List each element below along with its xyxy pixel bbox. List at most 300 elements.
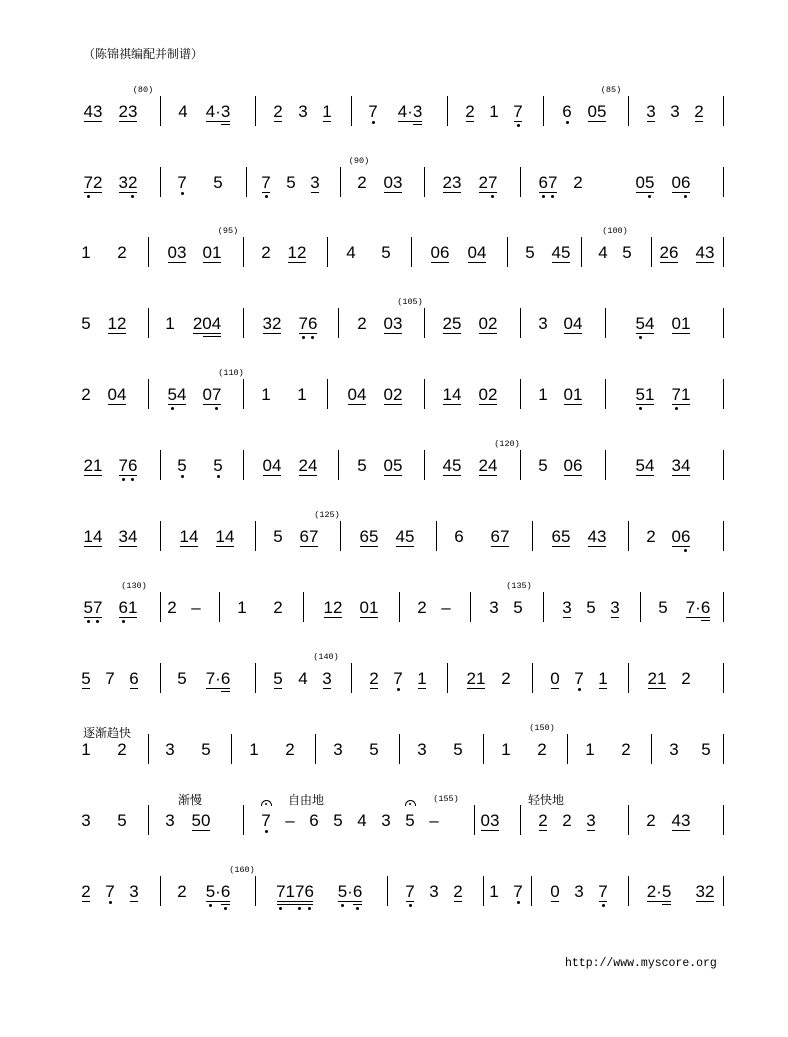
note-group: 26: [659, 243, 679, 262]
bar-line: [581, 237, 582, 267]
note-group: 0: [550, 669, 560, 688]
note-group: 1: [249, 740, 259, 759]
measure-number: (140): [313, 652, 339, 662]
note-group: 5: [538, 456, 548, 475]
note-group: 43: [695, 243, 715, 262]
bar-line: [160, 450, 161, 480]
note-group: 54: [167, 385, 187, 404]
note-group: 21: [647, 669, 667, 688]
duration-underline: [647, 901, 671, 902]
note-group: 3: [381, 811, 391, 830]
octave-dot-below: [397, 688, 400, 691]
duration-underline: [274, 121, 282, 122]
duration-underline: [443, 475, 461, 476]
note-group: 3: [562, 598, 572, 617]
note-group: 65: [551, 527, 571, 546]
octave-dot-below: [122, 478, 125, 481]
bar-line: [424, 167, 425, 197]
bar-line: [340, 167, 341, 197]
duration-underline: [221, 904, 229, 905]
note-group: 7176: [276, 882, 314, 901]
duration-underline: [84, 617, 102, 618]
bar-line: [351, 663, 352, 693]
duration-underline: [686, 617, 710, 618]
octave-dot-below: [131, 195, 134, 198]
note-group: 1: [598, 669, 608, 688]
note-group: 27: [478, 173, 498, 192]
note-group: 6: [454, 527, 464, 546]
note-group: 1: [501, 740, 511, 759]
note-group: 02: [383, 385, 403, 404]
duration-underline: [672, 192, 690, 193]
note-group: 5: [525, 243, 535, 262]
note-group: 2: [369, 669, 379, 688]
note-group: 5: [453, 740, 463, 759]
bar-line: [255, 521, 256, 551]
note-group: 76: [298, 314, 318, 333]
bar-line: [605, 379, 606, 409]
measure-number: (135): [506, 581, 532, 591]
bar-line: [447, 96, 448, 126]
duration-underline: [539, 830, 547, 831]
bar-line: [160, 521, 161, 551]
note-group: 5·6: [205, 882, 231, 901]
bar-line: [160, 876, 161, 906]
note-group: 1: [81, 243, 91, 262]
duration-underline: [324, 617, 342, 618]
note-group: 34: [118, 527, 138, 546]
duration-underline: [443, 404, 461, 405]
duration-underline: [323, 121, 331, 122]
octave-dot-below: [122, 620, 125, 623]
measure-number: (155): [433, 794, 459, 804]
note-group: 3: [574, 882, 584, 901]
octave-dot-below: [131, 478, 134, 481]
note-group: 06: [563, 456, 583, 475]
note-group: 67: [299, 527, 319, 546]
note-group: 1: [237, 598, 247, 617]
note-group: 04: [467, 243, 487, 262]
octave-dot-below: [648, 195, 651, 198]
duration-underline: [288, 262, 306, 263]
note-group: 3: [670, 102, 680, 121]
note-group: 2: [357, 314, 367, 333]
bar-line: [520, 450, 521, 480]
note-group: 3: [646, 102, 656, 121]
duration-underline: [221, 691, 229, 692]
note-group: 07: [202, 385, 222, 404]
bar-line: [424, 450, 425, 480]
duration-underline: [695, 121, 703, 122]
duration-underline: [384, 475, 402, 476]
tempo-marking: 逐渐趋快: [83, 726, 132, 740]
duration-underline: [119, 617, 137, 618]
note-group: 2: [621, 740, 631, 759]
duration-underline: [84, 121, 102, 122]
duration-underline: [599, 688, 607, 689]
duration-underline: [323, 688, 331, 689]
note-group: 04: [107, 385, 127, 404]
bar-line: [723, 450, 724, 480]
note-group: 4: [357, 811, 367, 830]
duration-underline: [274, 688, 282, 689]
duration-underline: [491, 546, 509, 547]
bar-line: [723, 96, 724, 126]
measure-number: (105): [397, 297, 423, 307]
duration-underline: [551, 688, 559, 689]
note-group: 5: [701, 740, 711, 759]
bar-line: [723, 876, 724, 906]
bar-line: [255, 876, 256, 906]
bar-line: [723, 237, 724, 267]
note-group: 3: [129, 882, 139, 901]
measure-number: (90): [348, 156, 370, 166]
fermata-icon: [261, 800, 272, 806]
bar-line: [243, 805, 244, 835]
bar-line: [338, 450, 339, 480]
bar-line: [243, 237, 244, 267]
duration-underline: [108, 404, 126, 405]
bar-line: [399, 592, 400, 622]
note-group: 02: [478, 314, 498, 333]
note-group: 5: [201, 740, 211, 759]
measure-number: (85): [600, 85, 622, 95]
note-group: 1: [585, 740, 595, 759]
note-group: 43: [587, 527, 607, 546]
note-group: 2: [573, 173, 583, 192]
bar-line: [327, 379, 328, 409]
note-group: 32: [118, 173, 138, 192]
octave-dot-below: [542, 195, 545, 198]
bar-line: [246, 167, 247, 197]
note-group: 21: [466, 669, 486, 688]
duration-underline: [277, 904, 314, 905]
bar-line: [723, 592, 724, 622]
duration-underline: [701, 620, 709, 621]
measure-number: (110): [218, 368, 244, 378]
duration-underline: [636, 404, 654, 405]
duration-underline: [206, 121, 230, 122]
bar-line: [723, 663, 724, 693]
duration-underline: [221, 124, 229, 125]
bar-line: [148, 379, 149, 409]
note-group: 2: [646, 527, 656, 546]
duration-underline: [479, 192, 497, 193]
note-group: 1: [538, 385, 548, 404]
note-group: 2: [694, 102, 704, 121]
duration-underline: [206, 688, 230, 689]
note-group: 5: [658, 598, 668, 617]
note-group: 05: [587, 102, 607, 121]
bar-line: [160, 592, 161, 622]
octave-dot-below: [675, 407, 678, 410]
note-group: 204: [192, 314, 222, 333]
octave-dot-below: [209, 904, 212, 907]
note-group: –: [429, 811, 439, 830]
note-group: 5: [81, 314, 91, 333]
octave-dot-below: [87, 620, 90, 623]
duration-underline: [384, 333, 402, 334]
bar-line: [723, 734, 724, 764]
note-group: 72: [83, 173, 103, 192]
duration-underline: [370, 688, 378, 689]
duration-underline: [479, 333, 497, 334]
arranger-credit: （陈锦祺编配并制谱）: [83, 47, 204, 61]
note-group: 6: [562, 102, 572, 121]
duration-underline: [481, 830, 499, 831]
note-group: 1: [322, 102, 332, 121]
duration-underline: [396, 546, 414, 547]
note-group: 14: [83, 527, 103, 546]
duration-underline: [443, 333, 461, 334]
note-group: 76: [118, 456, 138, 475]
note-group: 4: [346, 243, 356, 262]
note-group: 23: [118, 102, 138, 121]
note-group: 5: [513, 598, 523, 617]
note-group: 3: [489, 598, 499, 617]
measure-number: (80): [132, 85, 154, 95]
note-group: 67: [538, 173, 558, 192]
note-group: 06: [671, 173, 691, 192]
note-group: 7·6: [205, 669, 231, 688]
note-group: 3: [333, 740, 343, 759]
note-group: 5: [213, 456, 223, 475]
note-group: 7: [393, 669, 403, 688]
duration-underline: [599, 901, 607, 902]
duration-underline: [660, 262, 678, 263]
note-group: 5: [273, 669, 283, 688]
note-group: 2: [453, 882, 463, 901]
octave-dot-below: [308, 907, 311, 910]
note-group: 2: [537, 740, 547, 759]
note-group: 7: [598, 882, 608, 901]
duration-underline: [203, 262, 221, 263]
bar-line: [532, 521, 533, 551]
note-group: 1: [165, 314, 175, 333]
octave-dot-below: [87, 195, 90, 198]
bar-line: [436, 521, 437, 551]
note-group: 5: [177, 669, 187, 688]
note-group: 06: [430, 243, 450, 262]
duration-underline: [588, 546, 606, 547]
note-group: –: [285, 811, 295, 830]
note-group: 7: [105, 882, 115, 901]
duration-underline: [384, 404, 402, 405]
duration-underline: [84, 192, 102, 193]
note-group: 2: [273, 598, 283, 617]
duration-underline: [206, 901, 230, 902]
duration-underline: [203, 336, 221, 337]
bar-line: [651, 734, 652, 764]
note-group: 3: [429, 882, 439, 901]
note-group: 5: [622, 243, 632, 262]
note-group: 67: [490, 527, 510, 546]
note-group: 71: [671, 385, 691, 404]
duration-underline: [84, 546, 102, 547]
note-group: 5: [357, 456, 367, 475]
duration-underline: [636, 192, 654, 193]
note-group: 14: [442, 385, 462, 404]
note-group: 12: [107, 314, 127, 333]
note-group: 50: [191, 811, 211, 830]
note-group: 7: [574, 669, 584, 688]
note-group: 5: [369, 740, 379, 759]
note-group: 05: [635, 173, 655, 192]
note-group: 05: [383, 456, 403, 475]
bar-line: [640, 592, 641, 622]
duration-underline: [443, 192, 461, 193]
duration-underline: [384, 192, 402, 193]
duration-underline: [168, 262, 186, 263]
note-group: 5: [81, 669, 91, 688]
bar-line: [723, 521, 724, 551]
octave-dot-below: [311, 336, 314, 339]
bar-line: [424, 308, 425, 338]
note-group: 2: [465, 102, 475, 121]
octave-dot-below: [265, 195, 268, 198]
note-group: 0: [550, 882, 560, 901]
duration-underline: [551, 901, 559, 902]
bar-line: [424, 379, 425, 409]
fermata-icon: [405, 800, 416, 806]
note-group: 4: [598, 243, 608, 262]
duration-underline: [672, 404, 690, 405]
bar-line: [315, 734, 316, 764]
octave-dot-below: [372, 121, 375, 124]
duration-underline: [648, 688, 666, 689]
duration-underline: [348, 404, 366, 405]
note-group: 5: [286, 173, 296, 192]
duration-underline: [119, 475, 137, 476]
note-group: –: [191, 598, 201, 617]
duration-underline: [563, 617, 571, 618]
bar-line: [351, 96, 352, 126]
note-group: 1: [489, 882, 499, 901]
note-group: 7: [513, 102, 523, 121]
duration-underline: [552, 262, 570, 263]
bar-line: [148, 734, 149, 764]
bar-line: [160, 663, 161, 693]
duration-underline: [413, 124, 421, 125]
note-group: 2: [285, 740, 295, 759]
bar-line: [243, 450, 244, 480]
measure-number: (150): [529, 723, 555, 733]
note-group: 5·6: [337, 882, 363, 901]
note-group: 7: [405, 882, 415, 901]
note-group: 2: [538, 811, 548, 830]
note-group: 43: [83, 102, 103, 121]
octave-dot-below: [491, 195, 494, 198]
octave-dot-below: [217, 475, 220, 478]
octave-dot-below: [265, 830, 268, 833]
note-group: 2: [681, 669, 691, 688]
note-group: 2: [501, 669, 511, 688]
octave-dot-below: [279, 907, 282, 910]
note-group: 06: [671, 527, 691, 546]
bar-line: [399, 734, 400, 764]
note-group: 5: [333, 811, 343, 830]
bar-line: [532, 663, 533, 693]
duration-underline: [431, 262, 449, 263]
note-group: 34: [671, 456, 691, 475]
note-group: 2: [167, 598, 177, 617]
note-group: 7·6: [685, 598, 711, 617]
source-url: http://www.myscore.org: [565, 957, 717, 970]
bar-line: [507, 237, 508, 267]
duration-underline: [479, 404, 497, 405]
note-group: 3: [586, 811, 596, 830]
bar-line: [723, 379, 724, 409]
bar-line: [483, 734, 484, 764]
bar-line: [520, 167, 521, 197]
duration-underline: [216, 546, 234, 547]
note-group: 5: [117, 811, 127, 830]
note-group: 03: [383, 314, 403, 333]
duration-underline: [672, 333, 690, 334]
note-group: 54: [635, 314, 655, 333]
octave-dot-below: [356, 907, 359, 910]
duration-underline: [299, 475, 317, 476]
note-group: 25: [442, 314, 462, 333]
bar-line: [723, 167, 724, 197]
note-group: 3: [538, 314, 548, 333]
note-group: 14: [215, 527, 235, 546]
note-group: 3: [669, 740, 679, 759]
note-group: 4·3: [205, 102, 231, 121]
note-group: 2: [261, 243, 271, 262]
octave-dot-below: [215, 407, 218, 410]
note-group: 7: [261, 811, 271, 830]
octave-dot-below: [341, 904, 344, 907]
octave-dot-below: [298, 907, 301, 910]
bar-line: [628, 876, 629, 906]
note-group: 61: [118, 598, 138, 617]
duration-underline: [587, 830, 595, 831]
duration-underline: [338, 901, 362, 902]
octave-dot-below: [639, 407, 642, 410]
note-group: 4·3: [397, 102, 423, 121]
note-group: 3: [165, 811, 175, 830]
duration-underline: [203, 404, 221, 405]
note-group: 24: [298, 456, 318, 475]
note-group: 21: [83, 456, 103, 475]
note-group: 3: [417, 740, 427, 759]
duration-underline: [564, 333, 582, 334]
octave-dot-below: [224, 907, 227, 910]
duration-underline: [636, 333, 654, 334]
tempo-marking: 自由地: [288, 793, 325, 807]
duration-underline: [168, 404, 186, 405]
bar-line: [520, 805, 521, 835]
bar-line: [148, 237, 149, 267]
note-group: 1: [297, 385, 307, 404]
bar-line: [255, 96, 256, 126]
note-group: 7: [105, 669, 115, 688]
duration-underline: [119, 192, 137, 193]
note-group: 65: [359, 527, 379, 546]
bar-line: [411, 237, 412, 267]
note-group: 2: [177, 882, 187, 901]
duration-underline: [672, 475, 690, 476]
bar-line: [483, 876, 484, 906]
bar-line: [605, 450, 606, 480]
bar-line: [470, 592, 471, 622]
duration-underline: [564, 475, 582, 476]
bar-line: [723, 308, 724, 338]
duration-underline: [454, 901, 462, 902]
octave-dot-below: [171, 407, 174, 410]
duration-underline: [353, 904, 361, 905]
